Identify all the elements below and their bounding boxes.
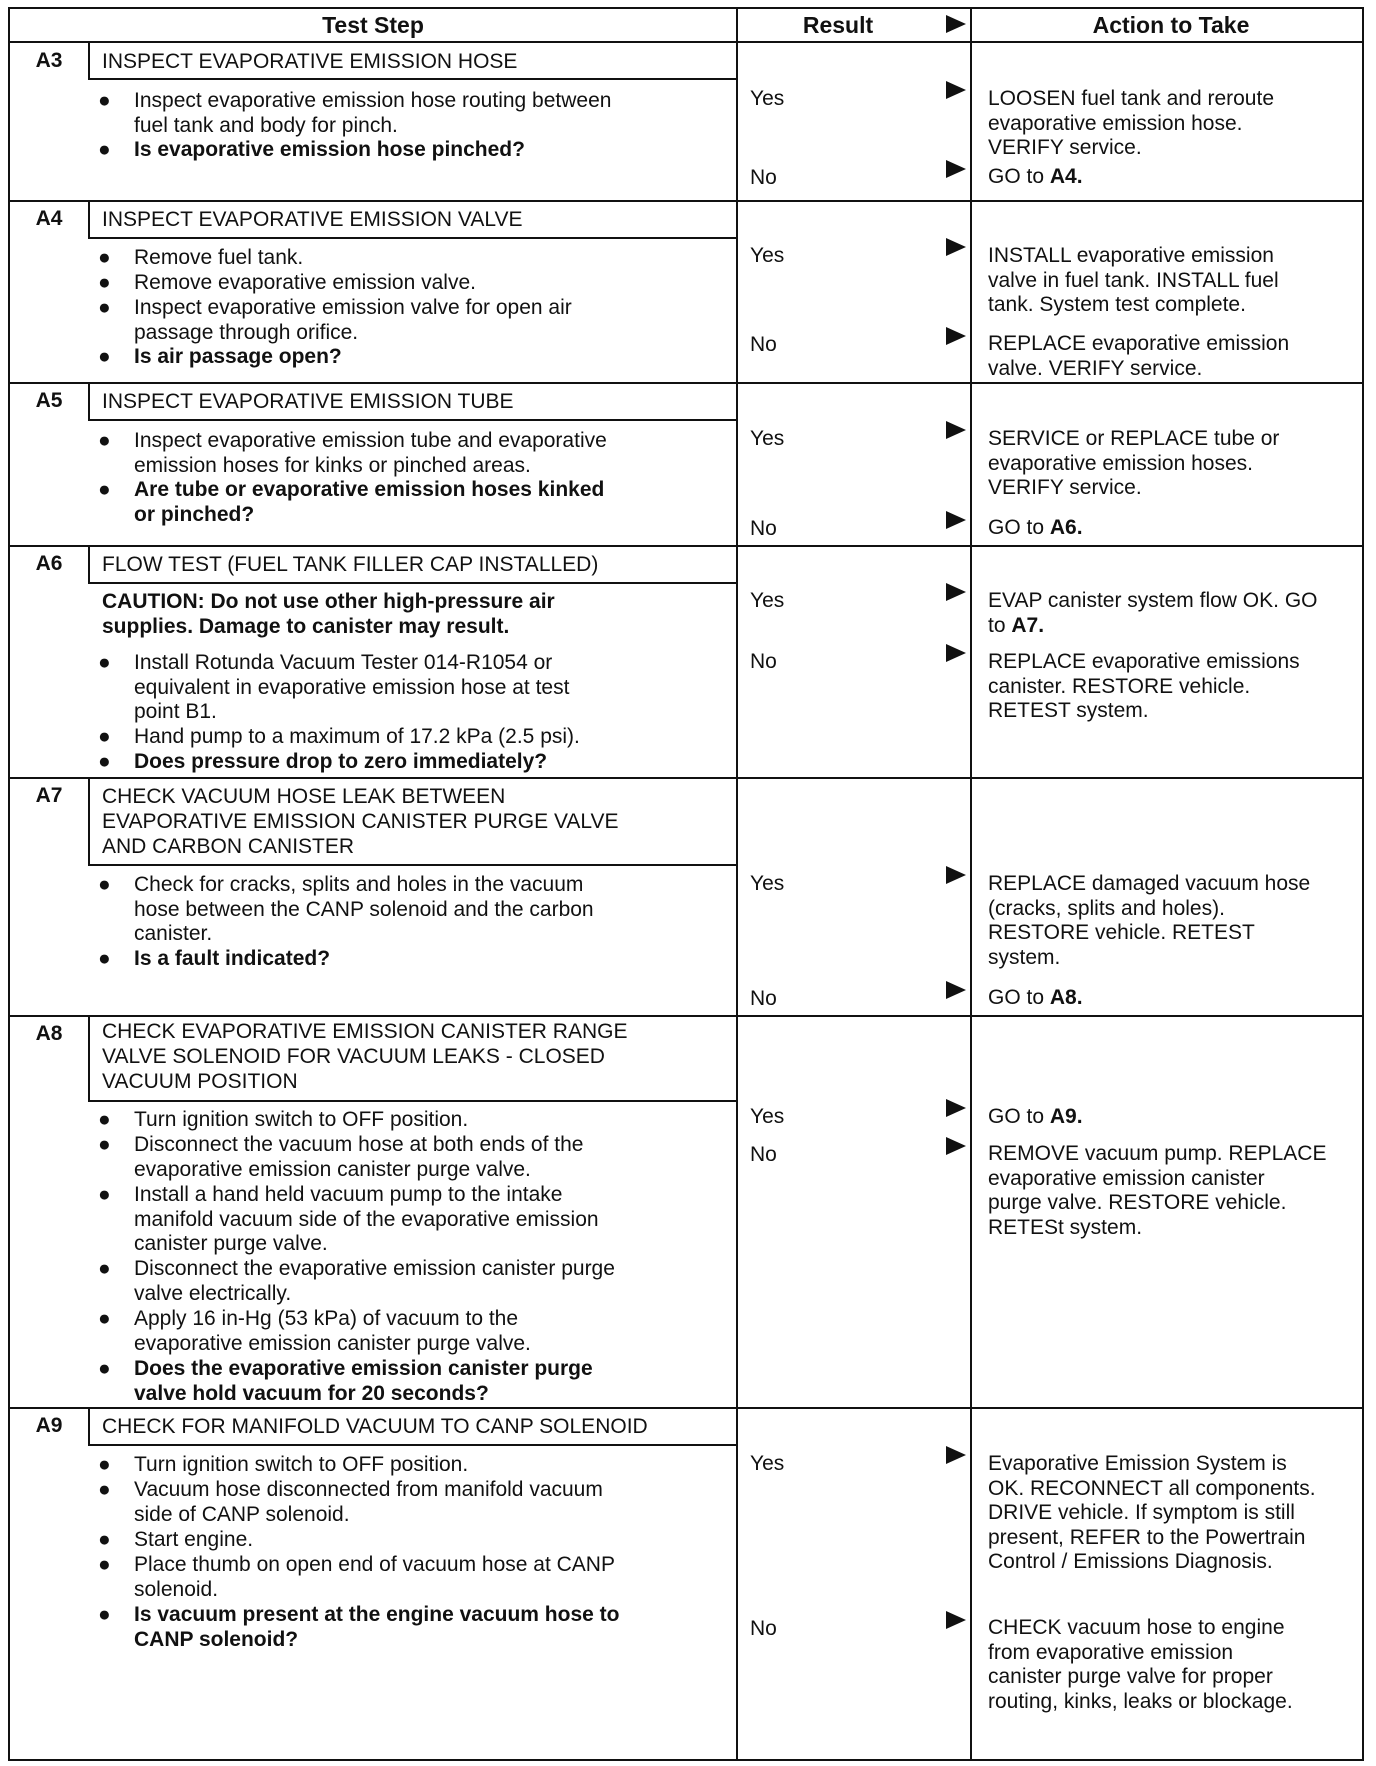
arrow-icon bbox=[946, 866, 966, 884]
result-yes: Yes bbox=[750, 1452, 785, 1475]
arrow-icon bbox=[946, 1099, 966, 1117]
id-divider bbox=[88, 1017, 90, 1101]
result-yes: Yes bbox=[750, 589, 785, 612]
action-no: REMOVE vacuum pump. REPLACE evaporative emission canister purge valve. RESTORE vehicle. RETESt system. bbox=[988, 1142, 1327, 1239]
step-id: A9 bbox=[35, 1414, 63, 1437]
bullet-question: ● Does the evaporative emission canister purge valve hold vacuum for 20 seconds? bbox=[98, 1357, 593, 1405]
bullet: ● Check for cracks, splits and holes in the vacuum hose between the CANP solenoid and the carbon canister. bbox=[98, 873, 594, 945]
step-id: A3 bbox=[35, 49, 63, 72]
arrow-icon bbox=[946, 238, 966, 256]
arrow-icon bbox=[946, 421, 966, 439]
action-no: GO to A4. bbox=[988, 165, 1083, 188]
bullet-question: ● Is vacuum present at the engine vacuum hose to CANP solenoid? bbox=[98, 1603, 620, 1651]
title-rule bbox=[88, 237, 736, 239]
step-id: A8 bbox=[35, 1022, 63, 1045]
arrow-icon bbox=[946, 1137, 966, 1155]
result-yes: Yes bbox=[750, 427, 785, 450]
action-yes: REPLACE damaged vacuum hose (cracks, splits and holes). RESTORE vehicle. RETEST system. bbox=[988, 872, 1311, 969]
action-no: GO to A6. bbox=[988, 516, 1083, 539]
title-rule bbox=[88, 1444, 736, 1446]
step-title: CHECK EVAPORATIVE EMISSION CANISTER RANGE VALVE SOLENOID FOR VACUUM LEAKS - CLOSED VACUUM POSITION bbox=[102, 1020, 628, 1093]
arrow-icon bbox=[946, 81, 966, 99]
bullet: ● Turn ignition switch to OFF position. bbox=[98, 1453, 469, 1476]
step-title: INSPECT EVAPORATIVE EMISSION HOSE bbox=[102, 50, 518, 73]
action-yes: INSTALL evaporative emission valve in fuel tank. INSTALL fuel tank. System test complete. bbox=[988, 244, 1279, 316]
id-divider bbox=[88, 43, 90, 79]
bullet: ● Hand pump to a maximum of 17.2 kPa (2.5 psi). bbox=[98, 725, 580, 748]
row-rule bbox=[10, 382, 1362, 384]
result-no: No bbox=[750, 517, 777, 540]
bullet: ● Install a hand held vacuum pump to the intake manifold vacuum side of the evaporative emission canister purge valve. bbox=[98, 1183, 599, 1255]
action-yes: GO to A9. bbox=[988, 1105, 1083, 1128]
bullet-question: ● Are tube or evaporative emission hoses kinked or pinched? bbox=[98, 478, 605, 526]
bullet: ● Remove fuel tank. bbox=[98, 246, 304, 269]
action-no: GO to A8. bbox=[988, 986, 1083, 1009]
title-rule bbox=[88, 1100, 736, 1102]
bullet: ● Vacuum hose disconnected from manifold vacuum side of CANP solenoid. bbox=[98, 1478, 603, 1526]
bullet: ● Inspect evaporative emission tube and evaporative emission hoses for kinks or pinched areas. bbox=[98, 429, 607, 477]
header-arrow-icon bbox=[946, 15, 966, 33]
arrow-icon bbox=[946, 160, 966, 178]
id-divider bbox=[88, 547, 90, 583]
step-id: A7 bbox=[35, 784, 63, 807]
result-no: No bbox=[750, 1617, 777, 1640]
title-rule bbox=[88, 864, 736, 866]
arrow-icon bbox=[946, 1446, 966, 1464]
diagnostic-table bbox=[8, 7, 1364, 1761]
title-rule bbox=[88, 582, 736, 584]
bullet: ● Apply 16 in-Hg (53 kPa) of vacuum to the evaporative emission canister purge valve. bbox=[98, 1307, 531, 1355]
id-divider bbox=[88, 384, 90, 420]
action-yes: SERVICE or REPLACE tube or evaporative emission hoses. VERIFY service. bbox=[988, 427, 1280, 499]
row-rule bbox=[10, 1015, 1362, 1017]
result-yes: Yes bbox=[750, 87, 785, 110]
id-divider bbox=[88, 779, 90, 865]
arrow-icon bbox=[946, 644, 966, 662]
step-title: INSPECT EVAPORATIVE EMISSION TUBE bbox=[102, 390, 514, 413]
step-id: A6 bbox=[35, 552, 63, 575]
divider-result bbox=[736, 9, 738, 1759]
step-title: CHECK FOR MANIFOLD VACUUM TO CANP SOLENOID bbox=[102, 1415, 648, 1438]
step-id: A4 bbox=[35, 207, 63, 230]
bullet: ● Place thumb on open end of vacuum hose at CANP solenoid. bbox=[98, 1553, 615, 1601]
action-yes: EVAP canister system flow OK. GO to A7. bbox=[988, 589, 1318, 637]
bullet: ● Disconnect the evaporative emission canister purge valve electrically. bbox=[98, 1257, 615, 1305]
id-divider bbox=[88, 202, 90, 238]
arrow-icon bbox=[946, 511, 966, 529]
bullet: ● Turn ignition switch to OFF position. bbox=[98, 1108, 469, 1131]
arrow-icon bbox=[946, 1611, 966, 1629]
action-yes: LOOSEN fuel tank and reroute evaporative emission hose. VERIFY service. bbox=[988, 87, 1274, 159]
action-no: REPLACE evaporative emission valve. VERIFY service. bbox=[988, 332, 1290, 380]
bullet: ● Disconnect the vacuum hose at both ends of the evaporative emission canister purge valve. bbox=[98, 1133, 584, 1181]
header-result-label: Result bbox=[802, 11, 874, 38]
title-rule bbox=[88, 78, 736, 80]
arrow-icon bbox=[946, 327, 966, 345]
bullet-question: ● Does pressure drop to zero immediately? bbox=[98, 750, 548, 773]
header-result bbox=[736, 9, 980, 43]
step-title: FLOW TEST (FUEL TANK FILLER CAP INSTALLED) bbox=[102, 553, 599, 576]
caution-note: CAUTION: Do not use other high-pressure air supplies. Damage to canister may result. bbox=[102, 590, 555, 638]
result-yes: Yes bbox=[750, 1105, 785, 1128]
header-test-step: Test Step bbox=[10, 9, 736, 43]
arrow-icon bbox=[946, 981, 966, 999]
result-no: No bbox=[750, 1143, 777, 1166]
bullet-question: ● Is air passage open? bbox=[98, 345, 342, 368]
bullet: ● Inspect evaporative emission hose routing between fuel tank and body for pinch. bbox=[98, 89, 612, 137]
action-no: CHECK vacuum hose to engine from evaporative emission canister purge valve for proper routing, kinks, leaks or blockage. bbox=[988, 1616, 1293, 1713]
row-rule bbox=[10, 777, 1362, 779]
result-yes: Yes bbox=[750, 244, 785, 267]
row-rule bbox=[10, 1407, 1362, 1409]
result-no: No bbox=[750, 987, 777, 1010]
bullet: ● Install Rotunda Vacuum Tester 014-R1054 or equivalent in evaporative emission hose at test point B1. bbox=[98, 651, 570, 723]
bullet: ● Inspect evaporative emission valve for open air passage through orifice. bbox=[98, 296, 572, 344]
bullet-question: ● Is evaporative emission hose pinched? bbox=[98, 138, 525, 161]
bullet: ● Remove evaporative emission valve. bbox=[98, 271, 476, 294]
result-yes: Yes bbox=[750, 872, 785, 895]
arrow-icon bbox=[946, 583, 966, 601]
bullet: ● Start engine. bbox=[98, 1528, 254, 1551]
action-no: REPLACE evaporative emissions canister. RESTORE vehicle. RETEST system. bbox=[988, 650, 1300, 722]
title-rule bbox=[88, 419, 736, 421]
row-rule bbox=[10, 545, 1362, 547]
header-action: Action to Take bbox=[980, 9, 1362, 43]
row-rule bbox=[10, 200, 1362, 202]
id-divider bbox=[88, 1409, 90, 1445]
result-no: No bbox=[750, 333, 777, 356]
result-no: No bbox=[750, 166, 777, 189]
bullet-question: ● Is a fault indicated? bbox=[98, 947, 331, 970]
step-id: A5 bbox=[35, 389, 63, 412]
action-yes: Evaporative Emission System is OK. RECONNECT all components. DRIVE vehicle. If symptom is still present, REFER to the Powertrain Control / Emissions Diagnosis. bbox=[988, 1452, 1316, 1573]
step-title: INSPECT EVAPORATIVE EMISSION VALVE bbox=[102, 208, 523, 231]
divider-action bbox=[970, 9, 972, 1759]
step-title: CHECK VACUUM HOSE LEAK BETWEEN EVAPORATIVE EMISSION CANISTER PURGE VALVE AND CARBON CANISTER bbox=[102, 785, 619, 858]
result-no: No bbox=[750, 650, 777, 673]
